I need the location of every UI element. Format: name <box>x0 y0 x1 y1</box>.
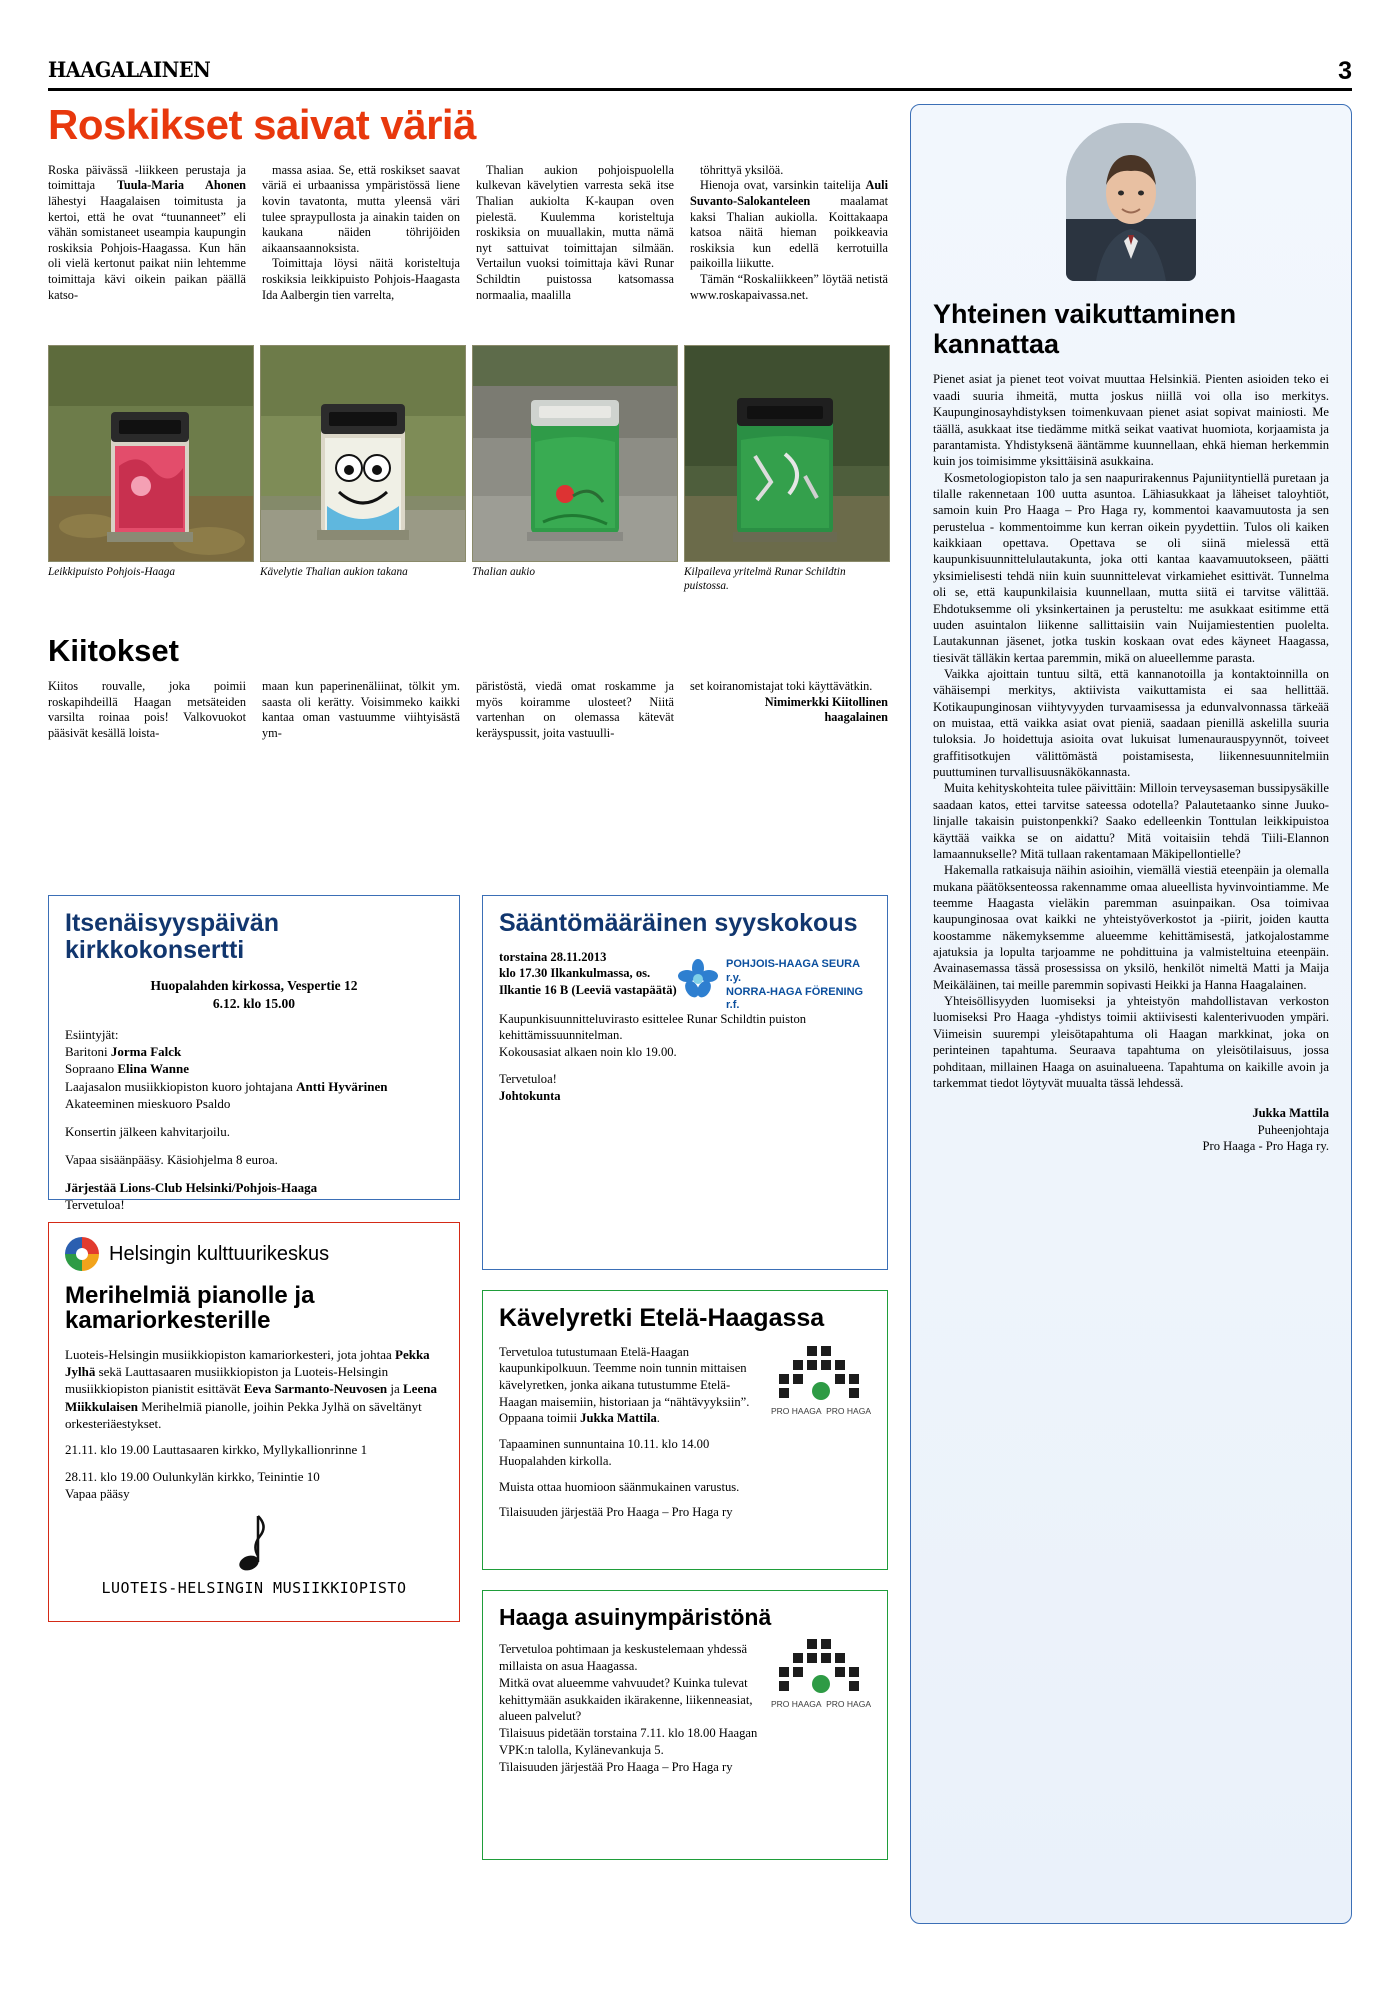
sidebar-paragraph: Yhteisöllisyyden luomiseksi ja yhteistyön mahdollistavan verkoston luomiseksi Pro Haaga -yhdistys toimii aktiivisesti kalenterivuoden ympäri. Viimeisin suurempi yleisötapahtuma oli Haagan markkinat, joka on perinteinen tapahtuma. Seuraava tapahtuma on yleisötilaisuus, jossa pohditaan, millainen Haaga on asuinalueena. Tapahtuma on kaikille avoin ja tarkemmat tiedot löytyvät muualta tässä lehdessä. <box>933 994 1329 1090</box>
photo-caption: Kävelytie Thalian aukion takana <box>260 566 408 578</box>
box-title: Merihelmiä pianolle ja kamariorkesterille <box>65 1282 315 1335</box>
photo-playground-bin <box>48 345 254 562</box>
page-title: Roskikset saivat väriä <box>48 101 476 148</box>
box-paragraph: Tervetuloa tutustumaan Etelä-Haagan kaupunkipolkuun. Teemme noin tunnin mittaisen kävelyretken, jonka aikana tutustumme Etelä-Haagan maisemiin, historiaan ja “nähtävyyksiin”. Oppaana toimii Jukka Mattila. <box>499 1344 750 1426</box>
performers-label: Esiintyjät: <box>65 1027 119 1043</box>
pro-haaga-label-sv: PRO HAGA <box>826 1699 871 1710</box>
box-body <box>499 1011 871 1105</box>
photo-thalia-square-bin <box>472 345 678 562</box>
bin-illustration-icon <box>473 346 677 561</box>
box-date: 21.11. klo 19.00 Lauttasaaren kirkko, Myllykallionrinne 1 <box>65 1442 368 1458</box>
seura-name-fi: POHJOIS-HAAGA SEURA r.y. <box>726 958 860 984</box>
box-organizer: Järjestää Lions-Club Helsinki/Pohjois-Haaga Tervetuloa! <box>65 1180 318 1213</box>
photo-strip <box>48 345 888 594</box>
bin-illustration-icon <box>261 346 465 561</box>
pro-haaga-label-sv: PRO HAGA <box>826 1405 871 1416</box>
photo-item <box>472 345 676 594</box>
box-welcome: Tervetuloa! Johtokunta <box>499 1071 561 1103</box>
editorial-sidebar <box>910 104 1352 1924</box>
box-paragraph: Muista ottaa huomioon säänmukainen varustus. <box>499 1479 740 1494</box>
article-paragraph: töhrittyä yksilöä. <box>700 162 784 177</box>
box-organizer: Tilaisuuden järjestää Pro Haaga – Pro Haga ry <box>499 1759 733 1774</box>
box-merihelmia-pianolle <box>48 1222 460 1622</box>
box-note: Konsertin jälkeen kahvitarjoilu. <box>65 1123 230 1139</box>
box-title: Sääntömääräinen syyskokous <box>499 909 858 937</box>
music-note-icon <box>224 1512 284 1574</box>
sidebar-paragraph: Vaikka ajoittain tuntuu siltä, että kannanotoilla ja kontaktoinnilla on vähäisempi merkitys, aktiivista vaikuttamista ei saa hellittää. Kotikaupunginosan viihtyvyyden turvaamisessa ja edunvalvonnassa tärkeää on muistaa, että vaikka asiat ovat pieniä, saadaan pienillä askelilla suuria tuloksia. Jo hoidettuja asioita ovat lukuisat lumenaurauspyynnöt, toiveet graffitisotkujen välittömästä poistamisesta, liikennesuunnitelmiin puuttuminen turvallisuusnäkökannasta. <box>933 666 1329 780</box>
musiikkiopisto-name: LUOTEIS-HELSINGIN MUSIIKKIOPISTO <box>101 1579 407 1598</box>
box-paragraph: Kaupunkisuunnitteluvirasto esittelee Runar Schildtin puiston kehittämissuunnitelman. Kokousasiat alkaen noin klo 19.00. <box>499 1011 807 1060</box>
musiikkiopisto-logo <box>65 1512 443 1597</box>
box-saantomaarainen-syyskokous <box>482 895 888 1270</box>
box-event-details: Huopalahden kirkossa, Vespertie 12 6.12. klo 15.00 <box>150 978 358 1011</box>
color-wheel-icon <box>65 1237 99 1271</box>
box-body <box>65 1346 443 1502</box>
signature-name: Jukka Mattila <box>1252 1106 1329 1121</box>
page-number: 3 <box>1338 57 1352 85</box>
kiitokset-title: Kiitokset <box>48 633 179 668</box>
kulttuurikeskus-logo <box>65 1237 443 1271</box>
sidebar-paragraph: Pienet asiat ja pienet teot voivat muuttaa Helsinkiä. Pienten asioiden teko ei vaadi suuria ihmeitä, mutta joskus niillä voi olla iso merkitys. Kaupunginosayhdistyksen toimenkuvaan pienet asiat sopivat mainiosti. Me täällä, asukkaat itse tiedämme mitkä seikat vaativat huomiota, korjaamista ja parantamista. Yhdistyksenä ääntämme kuunnellaan, ehkä hieman herkemmin kuin jos toimisimme yksittäisinä asukkaina. <box>933 372 1329 469</box>
bin-illustration-icon <box>685 346 889 561</box>
signature-org: Pro Haaga - Pro Haga ry. <box>1202 1139 1329 1153</box>
box-paragraph: Tervetuloa pohtimaan ja keskustelemaan yhdessä millaista on asua Haagassa. <box>499 1642 748 1674</box>
performer: Akateeminen mieskuoro Psaldo <box>65 1095 231 1111</box>
kiitokset-paragraph: set koiranomistajat toki käyttävätkin. <box>690 679 873 693</box>
box-paragraph: Tilaisuus pidetään torstaina 7.11. klo 18.00 Haagan VPK:n talolla, Kylänevankuja 5. <box>499 1726 758 1757</box>
kiitokset-signature-org: haagalainen <box>824 710 888 725</box>
box-date: 28.11. klo 19.00 Oulunkylän kirkko, Teinintie 10 Vapaa pääsy <box>65 1468 320 1501</box>
avatar <box>1066 123 1196 281</box>
box-body <box>499 1344 761 1522</box>
box-title: Itsenäisyyspäivän kirkkokonsertti <box>65 909 280 964</box>
bin-illustration-icon <box>49 346 253 561</box>
box-note: Vapaa sisäänpääsy. Käsiohjelma 8 euroa. <box>65 1152 278 1168</box>
sidebar-body <box>933 371 1329 1091</box>
box-title: Kävelyretki Etelä-Haagassa <box>499 1304 825 1332</box>
sidebar-paragraph: Hakemalla ratkaisuja näihin asioihin, viemällä viestiä eteenpäin ja olemalla mukana päätöksenteossa rakennamme omaa alueellista hyvinvointiamme. Me teemme Haagasta vieläkin paremman asuinpaikan. Osa toimivaa kaupunginosaa ovat kaikki ne yhteistyöverkostot ja -piirit, joiden kautta koostamme näkemyksemme alueemme kehittämisestä, jatkojalostamme ajatuksia ja lopulta tarjoamme ne pohdittuina ja valmisteltuina eteenpäin. Avainasemassa tässä prosessissa on yksilö, henkilöt nimeltä Matti ja Maija Meikäläinen, tai meille paremmin sopivasti Heikki ja Hanna Haagalainen. <box>933 863 1329 992</box>
photo-item <box>48 345 252 594</box>
portrait-photo <box>1066 123 1196 281</box>
sidebar-signature <box>933 1105 1329 1154</box>
box-itsenaisyyspaivan-kirkkokonsertti <box>48 895 460 1213</box>
kiitokset-body <box>48 679 888 741</box>
performer: Sopraano Elina Wanne <box>65 1061 190 1077</box>
kiitokset-signature: Nimimerkki Kiitollinen <box>764 694 888 709</box>
performer: Laajasalon musiikkiopiston kuoro johtajana Antti Hyvärinen <box>65 1078 388 1094</box>
box-meeting-details: torstaina 28.11.2013 klo 17.30 Ilkankulmassa, os. Ilkantie 16 B (Leeviä vastapäätä) <box>499 949 677 997</box>
box-title: Haaga asuinympäristönä <box>499 1604 772 1630</box>
photo-item <box>684 345 888 594</box>
pro-haaga-logo <box>771 1346 871 1522</box>
performer: Baritoni Jorma Falck <box>65 1044 182 1060</box>
article-paragraph: Roska päivässä -liikkeen perustaja ja toimittaja Tuula-Maria Ahonen lähestyi Haagalaisen toimitusta ja kertoi, että he ovat “tuunanneet” eli vähän somistaneet useampia kaupungin roskiksia Pohjois-Haagassa. Kun hän oli vielä kertonut paikat niin lehtemme toimittaja kävi oikein paikan päällä katso- <box>48 162 247 302</box>
seura-name-sv: NORRA-HAGA FÖRENING r.f. <box>726 985 864 1012</box>
box-performers <box>65 1026 443 1213</box>
article-body <box>48 163 888 303</box>
photo-item <box>260 345 464 594</box>
kiitokset-section <box>48 633 888 741</box>
article-paragraph: Hienoja ovat, varsinkin taitelija Auli Suvanto-Salokanteleen maalamat kaksi Thalian aukiolla. Koittakaapa katsoa näitä hieman poikkeavia roskiksia kun edellä kerrotuilla paikoilla liikutte. <box>690 178 888 271</box>
article-paragraph: Toimittaja löysi näitä koristeltuja roskiksia leikkipuisto Pohjois-Haagasta Ida Aalbergin tien varrelta, <box>262 256 460 302</box>
box-body <box>499 1641 761 1775</box>
article-paragraph: Tämän “Roskaliikkeen” löytää netistä www.roskapaivassa.net. <box>690 272 888 302</box>
photo-caption: Thalian aukio <box>472 566 536 578</box>
pohjois-haaga-seura-logo <box>676 958 871 1013</box>
pro-haaga-label-fi: PRO HAAGA <box>771 1405 822 1416</box>
kiitokset-paragraph: maan kun paperinenäliinat, tölkit ym. saasta oli kerätty. Voisimmeko kaikki kantaa oman vastuumme viihtyisästä ym- <box>262 679 460 740</box>
sidebar-paragraph: Muita kehityskohteita tulee päivittäin: Milloin terveysaseman bussipysäkille saadaan katos, ettei tarvitse sateessa odotella? Palautetaanko sinne Juuko-linjalle takaisin puistonpenkki? Saako edelleenkin Tonttulan leikkipuistoa käyttää vaikka se on aidattu? Mitä voitaisiin tehdä Tiili-Elannon lamaannukselle? Mitä tullaan rakentamaan Mäkipellontielle? <box>933 781 1329 861</box>
kiitokset-paragraph: päristöstä, viedä omat roskamme ja myös koiramme ulosteet? Niitä vartenhan on olemassa kätevät keräyspussit, joita vastuulli- <box>476 679 674 740</box>
photo-runar-schildt-bin <box>684 345 890 562</box>
article-paragraph: massa asiaa. Se, että roskikset saavat väriä ei urbaanissa ympäristössä liene kovin tavatonta, mutta yleensä väri tulee spraypullosta ja ainakin taiden on kaukana näiden töhrijöiden aikaansaannoksista. <box>262 162 460 255</box>
kulttuurikeskus-label: Helsingin kulttuurikeskus <box>109 1242 330 1265</box>
article-paragraph: Thalian aukion pohjoispuolella kulkevan kävelytien varresta sekä itse Thalian aukiolta K-kaupan oven pielestä. Kuulemma koristeltuja roskiksia on muuallakin, mutta nämä nyt sattuivat toimittajan silmään. Vertailun vuoksi toimittaja kävi Runar Schildtin puistossa katsomassa normaalia, maalilla <box>476 162 674 302</box>
box-kavelyretki-etela-haagassa <box>482 1290 888 1570</box>
photo-caption: Kilpaileva yritelmä Runar Schildtin puistossa. <box>684 566 846 592</box>
green-dot-icon <box>812 1382 830 1400</box>
masthead <box>48 48 1352 91</box>
box-haaga-asuinymparistona <box>482 1590 888 1860</box>
photo-caption: Leikkipuisto Pohjois-Haaga <box>48 566 176 578</box>
pro-haaga-logo <box>771 1639 871 1775</box>
box-organizer: Tilaisuuden järjestää Pro Haaga – Pro Haga ry <box>499 1505 733 1520</box>
signature-role: Puheenjohtaja <box>1257 1122 1329 1137</box>
photo-walkway-bin <box>260 345 466 562</box>
sidebar-title: Yhteinen vaikuttaminen kannattaa <box>933 299 1237 360</box>
pro-haaga-label-fi: PRO HAAGA <box>771 1699 822 1710</box>
main-article <box>48 101 888 303</box>
sidebar-paragraph: Kosmetologiopiston talo ja sen naapurirakennus Pajuniityntiellä puretaan ja tilalle rakennetaan 100 uutta asuntoa. Lähiasukkaat ja läheiset taloyhtiöt, samoin kuin Pro Haaga – Pro Haga ry, kommentoi kaavamuutosta ja sen perustelua - kommentoimme kun kerran oikein pyydettiin. Tulos oli kaiken kaikkiaan opettava. Opettava se oli siinä mielessä että kaupunkisuunnittelulautakunta, joka otti kantaa kaavamuutokseen, päätti yksimielisesti tehdä niin kuin suunnittelevat virkamiehet esittivät. Tunnelma oli se, että kaupunkilaisia kuunnellaan, mutta siitä ei tarvitse välittää. Ehdotuksemme oli yksinkertainen ja perusteltu: me asukkaat esitimme että uuden asuintalon liikenne sallittaisiin vain Nuijamiestentien puolelta. Lautakunnan jäsenet, jotka tuskin koskaan ovat edes käyneet Haagassa, tiesivät tälläkin kertaa paremmin, mikä on alueellemme parasta. <box>933 470 1329 665</box>
box-paragraph: Luoteis-Helsingin musiikkiopiston kamariorkesteri, jota johtaa Pekka Jylhä sekä Lauttasaaren musiikkiopiston ja Luoteis-Helsingin musiikkiopiston pianistit esittävät Eeva Sarmanto-Neuvosen ja Leena Miikkulaisen Merihelmiä pianolle, joihin Pekka Jylhä on säveltänyt orkesteriäestykset. <box>65 1346 437 1431</box>
kiitokset-paragraph: Kiitos rouvalle, joka poimii roskapihdeillä Haagan metsäteiden varsilta roinaa pois! Valkovuokot pääsivät kesällä loista- <box>48 679 246 740</box>
flower-icon <box>676 958 720 1002</box>
masthead-title: HAAGALAINEN <box>48 57 211 82</box>
box-paragraph: Tapaaminen sunnuntaina 10.11. klo 14.00 Huopalahden kirkolla. <box>499 1437 710 1468</box>
box-paragraph: Mitkä ovat alueemme vahvuudet? Kuinka tulevat kehittymään asukkaiden ikärakenne, liikenneasiat, alueen palvelut? <box>499 1675 753 1724</box>
